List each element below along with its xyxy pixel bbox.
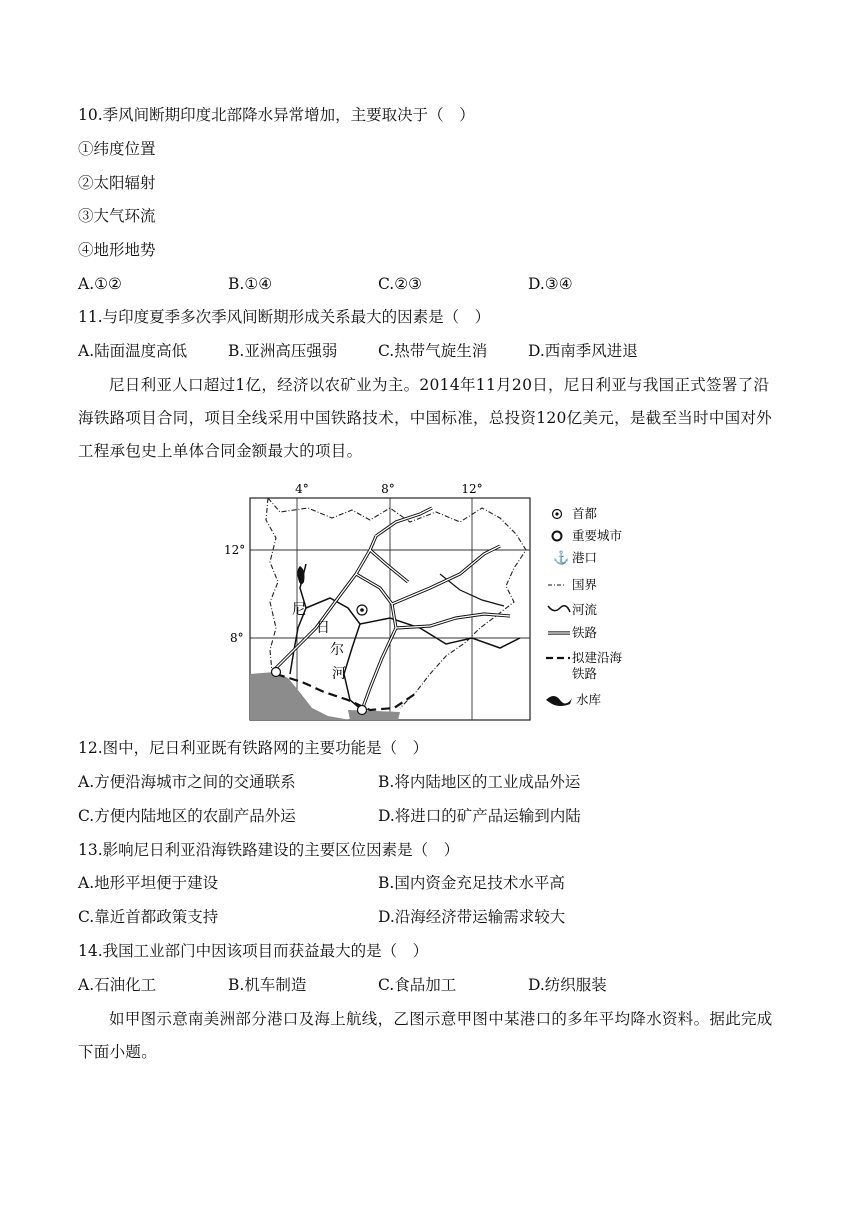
q13-stem: 13.影响尼日利亚沿海铁路建设的主要区位因素是（ ） — [78, 841, 460, 859]
q10-item-4: ④地形地势 — [78, 241, 156, 259]
railway-network — [274, 508, 510, 710]
q13-option-d: D.沿海经济带运输需求较大 — [378, 908, 566, 926]
lat-label-12: 12° — [224, 543, 246, 557]
q14-option-a: A.石油化工 — [78, 976, 157, 994]
q11-option-b: B.亚洲高压强弱 — [228, 342, 338, 360]
q10-option-c: C.②③ — [378, 275, 423, 293]
q13-option-a: A.地形平坦便于建设 — [78, 874, 219, 892]
sea-lagoon — [348, 710, 400, 720]
legend-reservoir: 水库 — [576, 692, 602, 707]
map-legend — [546, 506, 623, 707]
river-label-4: 河 — [332, 666, 346, 682]
lon-label-4: 4° — [295, 482, 309, 496]
q10-option-b: B.①④ — [228, 275, 273, 293]
river-icon — [548, 606, 570, 612]
river-label-3: 尔 — [330, 642, 344, 658]
q10-item-1: ①纬度位置 — [78, 140, 156, 158]
legend-port: 港口 — [572, 550, 598, 565]
river-label-1: 尼 — [292, 602, 306, 618]
q14-option-d: D.纺织服装 — [528, 976, 607, 994]
q13-option-c: C.靠近首都政策支持 — [78, 908, 219, 926]
q11-stem: 11.与印度夏季多次季风间断期形成关系最大的因素是（ ） — [78, 308, 491, 326]
port-icon: ⚓ — [553, 551, 570, 566]
q11-option-a: A.陆面温度高低 — [78, 342, 188, 360]
legend-railway: 铁路 — [572, 625, 598, 640]
q14-option-b: B.机车制造 — [228, 976, 307, 994]
river-label-2: 日 — [316, 620, 330, 636]
reservoir-icon — [546, 696, 572, 706]
lat-label-8: 8° — [230, 631, 244, 645]
legend-capital: 首都 — [572, 506, 598, 521]
lon-label-12: 12° — [461, 482, 483, 496]
port-city-harcourt — [358, 706, 367, 715]
q12-option-c: C.方便内陆地区的农副产品外运 — [78, 807, 296, 825]
q10-option-a: A.①② — [78, 275, 122, 293]
q14-stem: 14.我国工业部门中因该项目而获益最大的是（ ） — [78, 942, 429, 960]
nigeria-passage: 尼日利亚人口超过1亿，经济以农矿业为主。2014年11月20日，尼日利亚与我国正式签署了沿海铁路项目合同，项目全线采用中国铁路技术，中国标准，总投资120亿美元，是截至当时中国对外工程承包史上单体合同金额最大的项目。 — [78, 376, 773, 460]
legend-border: 国界 — [572, 577, 598, 592]
q11-option-d: D.西南季风进退 — [528, 342, 638, 360]
q11-option-c: C.热带气旋生消 — [378, 342, 488, 360]
q12-stem: 12.图中，尼日利亚既有铁路网的主要功能是（ ） — [78, 739, 429, 757]
legend-planned-2: 铁路 — [572, 666, 598, 681]
q12-option-b: B.将内陆地区的工业成品外运 — [378, 773, 581, 791]
q12-option-d: D.将进口的矿产品运输到内陆 — [378, 807, 581, 825]
nigeria-railway-map — [220, 478, 640, 726]
q10-stem: 10.季风间断期印度北部降水异常增加，主要取决于（ ） — [78, 106, 475, 124]
kainji-reservoir — [297, 566, 304, 584]
south-america-passage: 如甲图示意南美洲部分港口及海上航线，乙图示意甲图中某港口的多年平均降水资料。据此完成下面小题。 — [78, 1010, 773, 1061]
q10-option-d: D.③④ — [528, 275, 573, 293]
q12-option-a: A.方便沿海城市之间的交通联系 — [78, 773, 296, 791]
legend-planned-1: 拟建沿海 — [572, 650, 623, 665]
q10-item-3: ③大气环流 — [78, 207, 156, 225]
lon-label-8: 8° — [381, 482, 395, 496]
legend-city: 重要城市 — [572, 528, 623, 543]
q14-option-c: C.食品加工 — [378, 976, 457, 994]
port-city-lagos — [272, 668, 281, 677]
legend-river: 河流 — [572, 602, 598, 617]
city-icon — [553, 532, 562, 541]
q10-item-2: ②太阳辐射 — [78, 174, 156, 192]
q13-option-b: B.国内资金充足技术水平高 — [378, 874, 565, 892]
